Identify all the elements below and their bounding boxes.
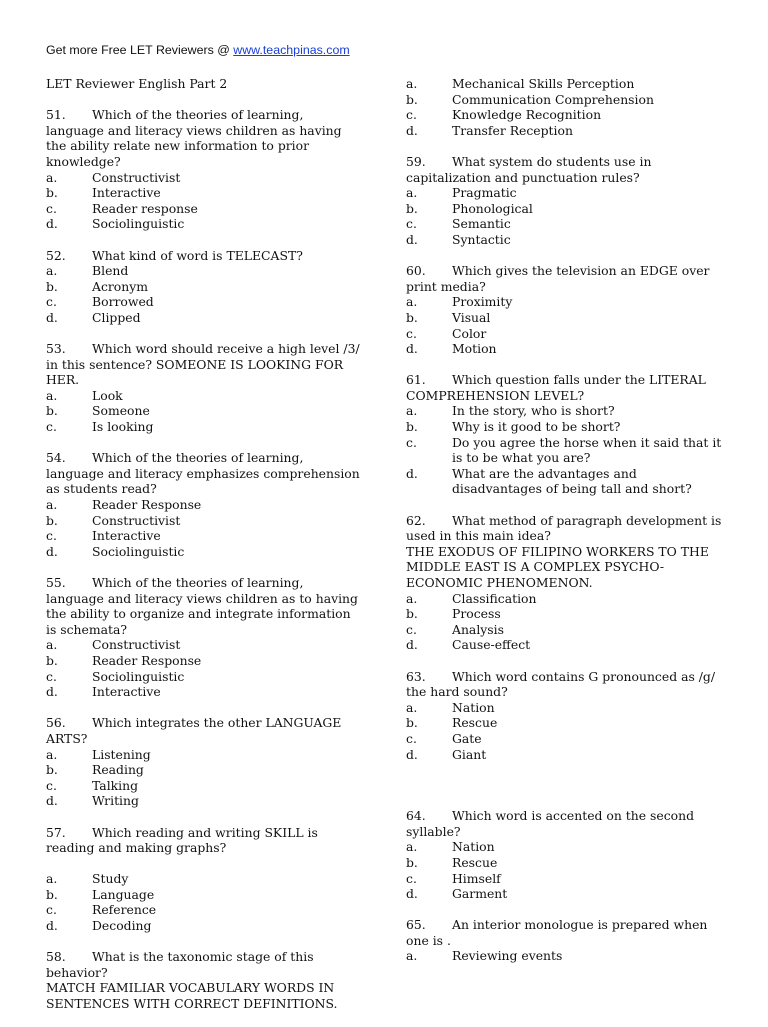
- option-letter: a.: [46, 263, 58, 279]
- answer-option: [46, 778, 364, 794]
- left-column: [46, 76, 364, 1027]
- answer-option: [46, 871, 364, 887]
- option-letter: a.: [46, 497, 58, 513]
- option-letter: c.: [406, 325, 417, 341]
- question-number: 64.: [406, 808, 426, 824]
- option-text: Sociolinguistic: [92, 543, 185, 559]
- option-text: Transfer Reception: [452, 122, 573, 138]
- option-letter: d.: [406, 465, 418, 481]
- question-number: 59.: [406, 153, 426, 169]
- question-stem: [406, 154, 728, 185]
- option-text: Language: [92, 886, 155, 902]
- option-letter: c.: [46, 419, 57, 435]
- option-letter: c.: [46, 902, 57, 918]
- answer-option: [406, 622, 728, 638]
- answer-option: [406, 92, 728, 108]
- question-number: 51.: [46, 107, 66, 123]
- option-letter: a.: [406, 294, 418, 310]
- option-letter: c.: [406, 870, 417, 886]
- right-column: [406, 76, 728, 980]
- option-text: Talking: [92, 777, 139, 793]
- option-letter: b.: [46, 185, 58, 201]
- option-text: Writing: [92, 793, 139, 809]
- answer-option: [406, 201, 728, 217]
- option-text: Giant: [452, 746, 487, 762]
- option-text: Himself: [452, 870, 501, 886]
- question-number: 57.: [46, 824, 66, 840]
- option-text: Proximity: [452, 294, 513, 310]
- answer-option: [46, 762, 364, 778]
- option-letter: b.: [406, 715, 418, 731]
- question-text: Which of the theories of learning, language and literacy emphasizes comprehension as students read?: [46, 450, 360, 497]
- option-letter: b.: [46, 278, 58, 294]
- answer-option: [406, 715, 728, 731]
- option-letter: d.: [406, 341, 418, 357]
- answer-option: [406, 466, 728, 497]
- question-stem: [406, 372, 728, 403]
- option-text: Constructivist: [92, 169, 181, 185]
- option-text: Do you agree the horse when it said that it is to be what you are?: [452, 434, 722, 466]
- option-letter: d.: [46, 543, 58, 559]
- question-stem: [406, 513, 728, 544]
- question: [406, 669, 728, 763]
- option-letter: c.: [406, 621, 417, 637]
- question-number: 65.: [406, 917, 426, 933]
- option-text: Communication Comprehension: [452, 91, 654, 107]
- question-stem: [46, 341, 364, 388]
- question-text: Which of the theories of learning, language and literacy views children as to having the ability to organize and integrate information is schemata?: [46, 575, 358, 637]
- answer-option: [46, 170, 364, 186]
- option-text: Motion: [452, 341, 497, 357]
- answer-option: [46, 918, 364, 934]
- question: [406, 513, 728, 653]
- option-text: Interactive: [92, 684, 161, 700]
- answer-option: [46, 669, 364, 685]
- option-text: Knowledge Recognition: [452, 107, 602, 123]
- answer-option: [46, 747, 364, 763]
- answer-option: [46, 263, 364, 279]
- answer-option: [46, 887, 364, 903]
- answer-option: [46, 793, 364, 809]
- question-number: 54.: [46, 450, 66, 466]
- question-number: 55.: [46, 575, 66, 590]
- option-text: In the story, who is short?: [452, 403, 615, 419]
- question-stem: [46, 949, 364, 980]
- option-text: Why is it good to be short?: [452, 419, 621, 435]
- option-text: Color: [452, 325, 487, 341]
- answer-option: [406, 232, 728, 248]
- option-letter: c.: [46, 528, 57, 544]
- question-text: Which integrates the other LANGUAGE ARTS?: [46, 715, 342, 746]
- question: [46, 949, 364, 1011]
- option-text: Clipped: [92, 309, 141, 325]
- question: [46, 450, 364, 559]
- answer-option: [46, 388, 364, 404]
- answer-option: [46, 637, 364, 653]
- teachpinas-link[interactable]: www.teachpinas.com: [233, 43, 350, 57]
- answer-option: [46, 403, 364, 419]
- page-header: [46, 43, 350, 59]
- option-letter: b.: [46, 403, 58, 419]
- question-text: An interior monologue is prepared when one is .: [406, 917, 708, 948]
- answer-option: [46, 653, 364, 669]
- answer-option: [406, 606, 728, 622]
- option-letter: a.: [406, 839, 418, 855]
- option-letter: a.: [406, 699, 418, 715]
- question-stem: [46, 715, 364, 746]
- answer-option: [406, 435, 728, 466]
- answer-option: [46, 513, 364, 529]
- answer-option: [46, 528, 364, 544]
- header-prefix: Get more Free LET Reviewers @: [46, 43, 234, 57]
- option-letter: a.: [406, 403, 418, 419]
- answer-option: [406, 216, 728, 232]
- answer-option: [46, 201, 364, 217]
- question-stem: [46, 248, 364, 264]
- option-letter: b.: [46, 652, 58, 668]
- option-letter: c.: [406, 730, 417, 746]
- question: [46, 825, 364, 934]
- answer-option: [46, 684, 364, 700]
- answer-option: [406, 700, 728, 716]
- option-text: Reader Response: [92, 497, 202, 513]
- option-text: Reference: [92, 902, 157, 918]
- option-letter: c.: [406, 107, 417, 123]
- answer-option: [46, 497, 364, 513]
- question: [46, 575, 364, 700]
- option-letter: c.: [406, 216, 417, 232]
- answer-option: [406, 886, 728, 902]
- answer-option: [46, 902, 364, 918]
- option-text: Nation: [452, 699, 495, 715]
- answer-option: [406, 123, 728, 139]
- answer-option: [46, 310, 364, 326]
- question-passage: THE EXODUS OF FILIPINO WORKERS TO THE MIDDLE EAST IS A COMPLEX PSYCHO-ECONOMIC PHENOMENON.: [406, 543, 709, 590]
- option-text: Listening: [92, 746, 151, 762]
- question-stem: [46, 107, 364, 169]
- answer-option: [46, 294, 364, 310]
- option-text: Sociolinguistic: [92, 668, 185, 684]
- option-text: Reader Response: [92, 652, 202, 668]
- option-letter: b.: [406, 309, 418, 325]
- option-text: Constructivist: [92, 637, 181, 653]
- option-text: Acronym: [92, 278, 148, 294]
- answer-option: [406, 310, 728, 326]
- question-text: What system do students use in capitalization and punctuation rules?: [406, 153, 652, 185]
- option-letter: d.: [406, 746, 418, 762]
- option-letter: b.: [406, 419, 418, 435]
- question-stem: [406, 808, 728, 839]
- question-stem: [46, 575, 364, 637]
- option-letter: d.: [46, 684, 58, 700]
- answer-option: [406, 76, 728, 92]
- option-letter: c.: [46, 777, 57, 793]
- option-text: Mechanical Skills Perception: [452, 76, 635, 91]
- option-text: Someone: [92, 403, 150, 419]
- option-letter: b.: [46, 886, 58, 902]
- option-text: Study: [92, 871, 129, 887]
- option-text: Constructivist: [92, 512, 181, 528]
- question-number: 60.: [406, 263, 426, 279]
- question: [46, 107, 364, 232]
- answer-option: [406, 871, 728, 887]
- option-letter: c.: [46, 200, 57, 216]
- question-number: 58.: [46, 949, 66, 965]
- option-text: Decoding: [92, 918, 152, 934]
- option-text: Process: [452, 606, 501, 622]
- option-letter: d.: [46, 216, 58, 232]
- option-text: Syntactic: [452, 231, 511, 247]
- option-letter: d.: [406, 886, 418, 902]
- question: [46, 341, 364, 435]
- question-stem: [46, 450, 364, 497]
- question-number: 63.: [406, 668, 426, 684]
- option-letter: a.: [46, 169, 58, 185]
- question-passage: MATCH FAMILIAR VOCABULARY WORDS IN SENTENCES WITH CORRECT DEFINITIONS.: [46, 980, 338, 1012]
- option-letter: b.: [406, 606, 418, 622]
- option-text: Visual: [452, 309, 491, 325]
- option-letter: d.: [46, 309, 58, 325]
- document-title: LET Reviewer English Part 2: [46, 76, 228, 91]
- answer-option: [46, 185, 364, 201]
- question-stem: [406, 917, 728, 948]
- option-text: Interactive: [92, 185, 161, 201]
- option-text: Reading: [92, 762, 144, 778]
- option-letter: d.: [406, 637, 418, 653]
- question: [406, 263, 728, 357]
- option-text: Blend: [92, 263, 129, 279]
- option-letter: a.: [406, 948, 418, 964]
- question-number: 62.: [406, 512, 426, 528]
- option-text: Cause-effect: [452, 637, 531, 653]
- option-letter: d.: [406, 122, 418, 138]
- option-text: Classification: [452, 590, 537, 606]
- answer-option: [406, 326, 728, 342]
- option-letter: c.: [46, 668, 57, 684]
- answer-option: [406, 839, 728, 855]
- answer-option: [406, 419, 728, 435]
- question-text: Which word is accented on the second syllable?: [406, 808, 695, 839]
- question: [46, 248, 364, 326]
- option-text: What are the advantages and disadvantages of being tall and short?: [452, 465, 692, 497]
- question-stem: [406, 669, 728, 700]
- option-text: Reviewing events: [452, 948, 563, 964]
- question: [406, 154, 728, 248]
- question-number: 56.: [46, 715, 66, 731]
- answer-option: [406, 341, 728, 357]
- option-letter: d.: [46, 793, 58, 809]
- answer-option: [406, 107, 728, 123]
- question-number: 53.: [46, 341, 66, 357]
- question-text: Which of the theories of learning, language and literacy views children as having the ability relate new information to prior knowledge?: [46, 107, 342, 169]
- option-text: Analysis: [452, 621, 504, 637]
- option-text: Is looking: [92, 419, 154, 435]
- question: [406, 808, 728, 902]
- option-letter: d.: [406, 231, 418, 247]
- question: [406, 917, 728, 964]
- answer-option: [46, 216, 364, 232]
- question-text: Which gives the television an EDGE over print media?: [406, 263, 710, 294]
- option-letter: a.: [46, 387, 58, 403]
- option-text: Sociolinguistic: [92, 216, 185, 232]
- answer-option: [406, 747, 728, 763]
- question-stem: [406, 263, 728, 294]
- option-text: Semantic: [452, 216, 511, 232]
- answer-option: [406, 731, 728, 747]
- answer-option: [46, 419, 364, 435]
- option-letter: c.: [406, 434, 417, 450]
- option-letter: a.: [406, 185, 418, 201]
- answer-option: [406, 591, 728, 607]
- option-text: Nation: [452, 839, 495, 855]
- question-text: Which reading and writing SKILL is reading and making graphs?: [46, 824, 318, 856]
- option-letter: a.: [46, 637, 58, 653]
- question: [406, 76, 728, 138]
- option-text: Garment: [452, 886, 508, 902]
- option-letter: a.: [406, 590, 418, 606]
- option-text: Borrowed: [92, 294, 154, 310]
- option-letter: b.: [406, 91, 418, 107]
- question-text: What kind of word is TELECAST?: [92, 247, 303, 263]
- answer-option: [46, 279, 364, 295]
- option-letter: d.: [46, 918, 58, 934]
- option-text: Interactive: [92, 528, 161, 544]
- question-text: Which word should receive a high level /3/ in this sentence? SOMEONE IS LOOKING FOR HER.: [46, 341, 360, 388]
- option-text: Phonological: [452, 200, 533, 216]
- question-text: What method of paragraph development is used in this main idea?: [406, 512, 722, 544]
- option-text: Rescue: [452, 715, 498, 731]
- answer-option: [406, 294, 728, 310]
- answer-option: [406, 855, 728, 871]
- option-text: Gate: [452, 730, 482, 746]
- option-text: Look: [92, 387, 123, 403]
- option-letter: c.: [46, 294, 57, 310]
- option-letter: b.: [406, 854, 418, 870]
- option-letter: a.: [46, 871, 58, 887]
- option-letter: b.: [406, 200, 418, 216]
- question-text: Which question falls under the LITERAL COMPREHENSION LEVEL?: [406, 372, 706, 403]
- answer-option: [406, 948, 728, 964]
- question: [406, 372, 728, 497]
- option-text: Reader response: [92, 200, 198, 216]
- question-text: Which word contains G pronounced as /g/ the hard sound?: [406, 668, 716, 700]
- question: [46, 715, 364, 809]
- question-stem: [46, 825, 364, 856]
- option-letter: a.: [406, 76, 418, 91]
- spacer: [46, 856, 364, 872]
- question-text: What is the taxonomic stage of this behavior?: [46, 949, 314, 980]
- answer-option: [406, 403, 728, 419]
- question-number: 52.: [46, 247, 66, 263]
- answer-option: [46, 544, 364, 560]
- option-text: Pragmatic: [452, 185, 517, 201]
- option-letter: a.: [46, 746, 58, 762]
- option-text: Rescue: [452, 854, 498, 870]
- option-letter: b.: [46, 762, 58, 778]
- answer-option: [406, 637, 728, 653]
- question-number: 61.: [406, 372, 426, 388]
- answer-option: [406, 185, 728, 201]
- option-letter: b.: [46, 512, 58, 528]
